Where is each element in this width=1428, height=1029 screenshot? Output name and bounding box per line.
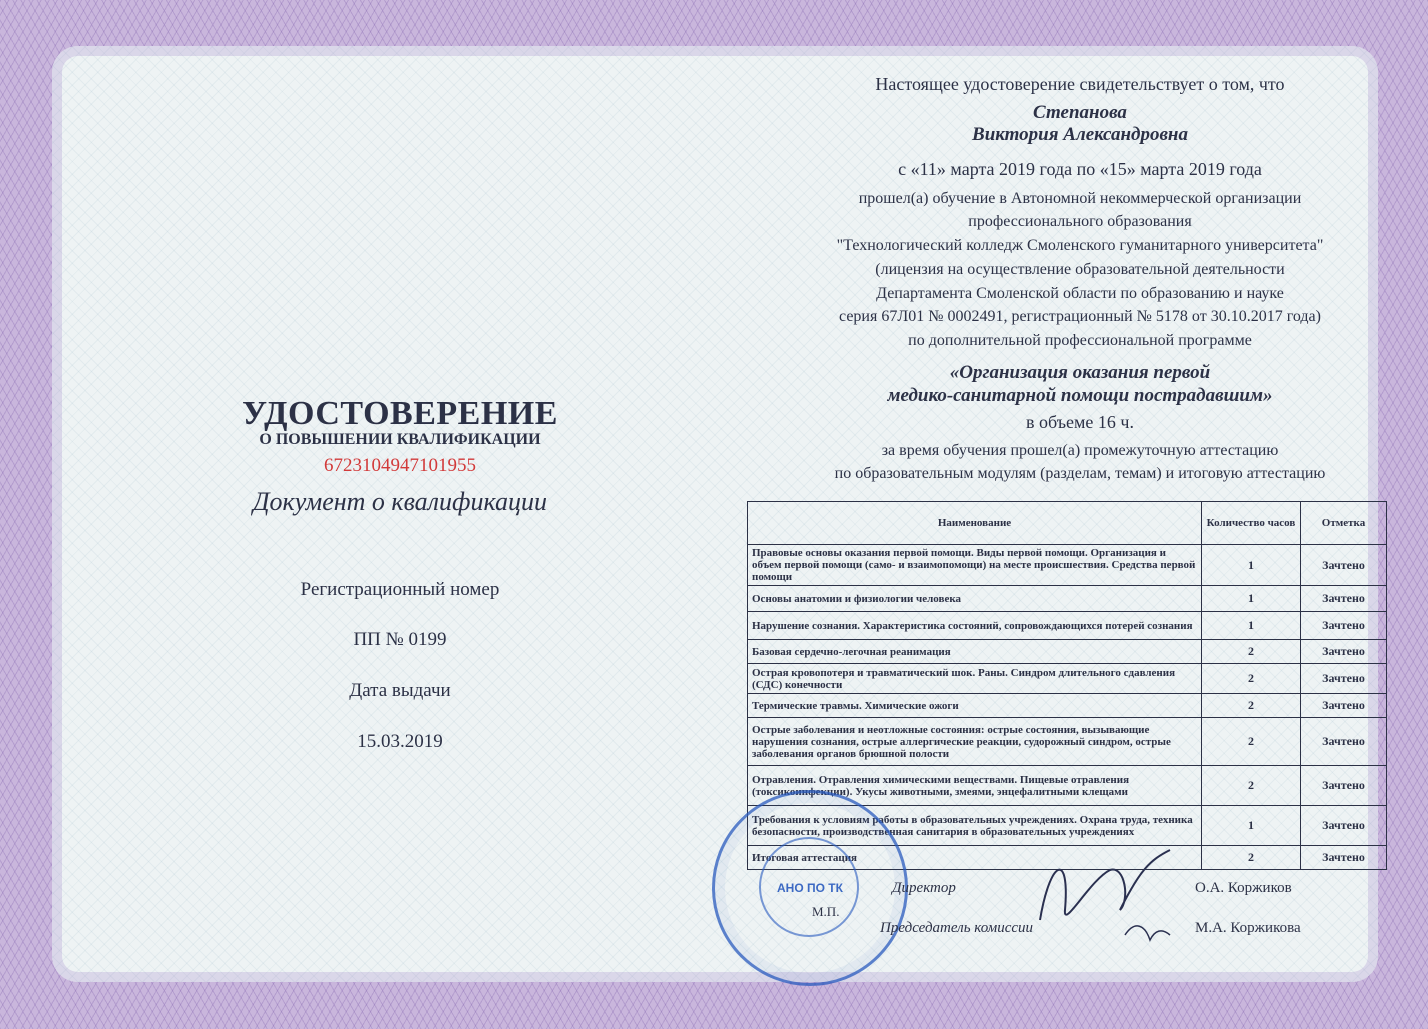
module-mark: Зачтено <box>1301 586 1387 612</box>
module-mark: Зачтено <box>1301 806 1387 846</box>
commission-chair-name: М.А. Коржикова <box>1195 920 1301 936</box>
program-volume: в объеме 16 ч. <box>1026 412 1134 432</box>
module-hours: 2 <box>1202 664 1301 694</box>
module-hours: 1 <box>1202 612 1301 640</box>
module-hours: 1 <box>1202 545 1301 586</box>
module-mark: Зачтено <box>1301 766 1387 806</box>
table-row <box>748 586 1387 612</box>
module-hours: 2 <box>1202 846 1301 870</box>
seal-place-mark: М.П. <box>812 904 840 919</box>
module-name: Нарушение сознания. Характеристика состояний, сопровождающихся потерей сознания <box>748 612 1202 640</box>
commission-chair-label: Председатель комиссии <box>880 920 1034 936</box>
table-row <box>748 694 1387 718</box>
attestation-line-1: за время обучения прошел(а) промежуточную аттестацию <box>881 442 1279 459</box>
attestation-line-2: по образовательным модулям (разделам, темам) и итоговую аттестацию <box>834 465 1326 482</box>
module-hours: 2 <box>1202 766 1301 806</box>
license-line-1: (лицензия на осуществление образовательной деятельности <box>875 261 1285 278</box>
module-name: Острая кровопотеря и травматический шок. Раны. Синдром длительного сдавления (СДС) конечности <box>748 664 1202 694</box>
training-period: с «11» марта 2019 года по «15» марта 2019 года <box>898 159 1262 179</box>
table-row <box>748 640 1387 664</box>
person-name: Виктория Александровна <box>972 124 1188 145</box>
module-name: Отравления. Отравления химическими веществами. Пищевые отравления (токсикоинфекции). Укусы животными, змеями, энцефалитными клещами <box>748 766 1202 806</box>
org-line-3: "Технологический колледж Смоленского гуманитарного университета" <box>836 237 1324 254</box>
module-mark: Зачтено <box>1301 846 1387 870</box>
module-mark: Зачтено <box>1301 664 1387 694</box>
document-type: Документ о квалификации <box>253 487 547 516</box>
module-mark: Зачтено <box>1301 640 1387 664</box>
registration-label: Регистрационный номер <box>300 579 500 600</box>
module-name: Требования к условиям работы в образовательных учреждениях. Охрана труда, техника безопасности, производственная санитария в образовательных учреждениях <box>748 806 1202 846</box>
license-line-2: Департамента Смоленской области по образованию и науке <box>876 285 1284 302</box>
program-intro: по дополнительной профессиональной программе <box>908 332 1252 349</box>
official-stamp <box>712 790 908 986</box>
module-hours: 2 <box>1202 694 1301 718</box>
table-row <box>748 718 1387 766</box>
module-name: Правовые основы оказания первой помощи. Виды первой помощи. Организация и объем первой помощи (само- и взаимопомощи) на месте происшествия. Средства первой помощи <box>748 545 1202 586</box>
org-line-2: профессионального образования <box>968 213 1192 230</box>
module-name: Основы анатомии и физиологии человека <box>748 586 1202 612</box>
module-mark: Зачтено <box>1301 718 1387 766</box>
module-name: Итоговая аттестация <box>748 846 1202 870</box>
module-hours: 1 <box>1202 586 1301 612</box>
module-hours: 1 <box>1202 806 1301 846</box>
issue-date: 15.03.2019 <box>357 731 443 752</box>
program-title-1: «Организация оказания первой <box>949 362 1211 383</box>
director-signature <box>1030 840 1180 950</box>
table-row <box>748 545 1387 586</box>
license-line-3: серия 67Л01 № 0002491, регистрационный № 5178 от 30.10.2017 года) <box>839 308 1321 325</box>
stamp-label: АНО ПО ТК <box>777 881 843 895</box>
certificate-subtitle: О ПОВЫШЕНИИ КВАЛИФИКАЦИИ <box>259 431 541 448</box>
org-line-1: прошел(а) обучение в Автономной некоммерческой организации <box>858 190 1302 207</box>
module-hours: 2 <box>1202 640 1301 664</box>
module-mark: Зачтено <box>1301 694 1387 718</box>
header-name: Наименование <box>748 502 1202 545</box>
person-surname: Степанова <box>1033 102 1127 123</box>
program-title-2: медико-санитарной помощи пострадавшим» <box>887 385 1273 406</box>
table-row <box>748 664 1387 694</box>
module-mark: Зачтено <box>1301 612 1387 640</box>
module-mark: Зачтено <box>1301 545 1387 586</box>
certificate-title: УДОСТОВЕРЕНИЕ <box>242 395 558 432</box>
registration-number: ПП № 0199 <box>353 629 447 650</box>
module-name: Острые заболевания и неотложные состояния: острые состояния, вызывающие нарушения сознания, острые аллергические реакции, судорожный синдром, острые заболевания органов брюшной полости <box>748 718 1202 766</box>
module-name: Термические травмы. Химические ожоги <box>748 694 1202 718</box>
header-mark: Отметка <box>1301 502 1387 545</box>
left-page <box>150 395 650 517</box>
table-header-row <box>748 502 1387 545</box>
certificate-number: 6723104947101955 <box>324 455 476 476</box>
module-hours: 2 <box>1202 718 1301 766</box>
director-name: О.А. Коржиков <box>1195 880 1292 896</box>
module-name: Базовая сердечно-легочная реанимация <box>748 640 1202 664</box>
table-row <box>748 612 1387 640</box>
header-hours: Количество часов <box>1202 502 1301 545</box>
director-label: Директор <box>892 880 956 896</box>
issue-date-label: Дата выдачи <box>349 680 451 701</box>
intro-line: Настоящее удостоверение свидетельствует о том, что <box>875 74 1285 94</box>
